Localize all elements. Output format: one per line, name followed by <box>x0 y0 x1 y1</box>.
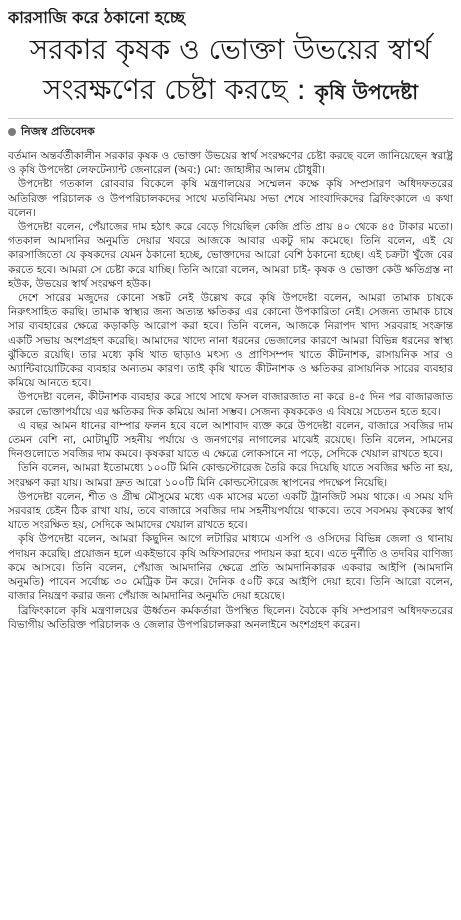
article-body <box>8 149 453 632</box>
paragraph: ব্রিফিংকালে কৃষি মন্ত্রণালয়ের ঊর্ধ্বতন কর্মকর্তারা উপস্থিত ছিলেন। বৈঠকে কৃষি সম্প্রসারণ অধিদফতরের বিভাগীয় অতিরিক্ত পরিচালক ও জেলার উপপরিচালকরা অনলাইনে অংশগ্রহণ করেন। <box>8 604 453 631</box>
byline-text: নিজস্ব প্রতিবেদক <box>21 125 95 138</box>
headline-line-2 <box>8 70 453 112</box>
paragraph: বর্তমান অন্তর্বর্তীকালীন সরকার কৃষক ও ভোক্তা উভয়ের স্বার্থ সংরক্ষণের চেষ্টা করছে বলে জানিয়েছেন স্বরাষ্ট্র ও কৃষি উপদেষ্টা লেফটেন্যান্ট জেনারেল (অব:) মো: জাহাঙ্গীর আলম চৌধুরী। <box>8 150 453 177</box>
kicker-line: কারসাজি করে ঠকানো হচ্ছে <box>8 8 185 27</box>
paragraph: উপদেষ্টা গতকাল রোববার বিকেলে কৃষি মন্ত্রণালয়ের সম্মেলন কক্ষে কৃষি সম্প্রসারণ অধিদফতরের অতিরিক্ত পরিচালক ও উপপরিচালকদের সাথে মতবিনিময় সভা শেষে সাংবাদিকদের ব্রিফিংকালে এ কথা বলেন। <box>8 178 453 219</box>
paragraph: দেশে সারের মজুদের কোনো সঙ্কট নেই উল্লেখ করে কৃষি উপদেষ্টা বলেন, আমরা তামাক চাষকে নিরুৎসাহিত করছি। তামাক স্বাস্থ্যর জন্য অত্যন্ত ক্ষতিকর এর কোনো উপকারিতা নেই। সেজন্য তামাক চাষে সার ব্যবহারের ক্ষেত্রে কড়াকড়ি আরোপ করা হবে। তিনি বলেন, আজকে নিরাপদ খাদ্য সরবরাহ সংক্রান্ত একটি সভায় অংশগ্রহণ করেছি। আমাদের খাদ্যে নানা ধরনের ভেজালের কারণে আমরা বিভিন্ন ধরনের স্বাস্থ্য ঝুঁকিতে রয়েছি। তার মধ্যে কৃষি খাত ছাড়াও মৎস্য ও প্রাণিসম্পদ খাতে কীটনাশক, রাসায়নিক সার ও অ্যান্টিবায়োটিকের ব্যবহার অন্যতম কারণ। তাই কৃষি খাতে কীটনাশক ও ক্ষতিকর রাসায়নিক সারের ব্যবহার কমিয়ে আনতে হবে। <box>8 292 453 390</box>
headline-main-text: সংরক্ষণের চেষ্টা করছে : <box>42 73 306 106</box>
paragraph: এ বছর আমন ধানের বাম্পার ফলন হবে বলে আশাবাদ ব্যক্ত করে উপদেষ্টা বলেন, বাজারে সবজির দাম তেমন বেশি না, মোটামুটি সহনীয় পর্যায়ে ও জনগণের নাগালের মাঝেই রয়েছে। তিনি বলেন, সামনের দিনগুলোতে সবজির দাম কমবে। কৃষকরা যাতে এ ক্ষেত্রে লোকসানে না পড়ে, সেদিকে খেয়াল রাখতে হবে। <box>8 419 453 461</box>
divider <box>8 118 453 119</box>
paragraph: উপদেষ্টা বলেন, শীত ও গ্রীষ্ম মৌসুমের মধ্যে এক মাসের মতো একটি ট্রানজিট সময় থাকে। এ সময় যদি সরবরাহ চেইন ঠিক রাখা যায়, তবে বাজারে সবজির দাম সহনীয়পর্যায়ে থাকবে। তবে সবসময় কৃষকের স্বার্থ যাতে সংরক্ষিত হয়, সেদিকে আমাদের খেয়াল রাখতে হবে। <box>8 490 453 532</box>
bullet-icon <box>8 128 16 136</box>
headline-speaker: কৃষি উপদেষ্টা <box>314 80 419 104</box>
paragraph: কৃষি উপদেষ্টা বলেন, আমরা কিছুদিন আগে লটারির মাধ্যমে এসপি ও ওসিদের বিভিন্ন জেলা ও থানায় পদায়ন করেছি। প্রয়োজন হলে একইভাবে কৃষি অফিসারদের পদায়ন করা হবে। এতে দুর্নীতি ও তদবির বাণিজ্য কমে আসবে। তিনি বলেন, পেঁয়াজ আমদানির ক্ষেত্রে প্রতি আমদানিকারক একবার আইপি (আমদানি অনুমতি) পাবেন সর্বোচ্চ ৩০ মেট্রিক টন করে। দৈনিক ৫০টি করে আইপি দেয়া হবে। তিনি আরো বলেন, বাজার নিয়ন্ত্রণ করার জন্য পেঁয়াজ আমদানির অনুমতি দেয়া হয়েছে। <box>8 533 453 603</box>
headline <box>8 30 453 112</box>
paragraph: উপদেষ্টা বলেন, কীটনাশক ব্যবহার করে সাথে সাথে ফসল বাজারজাত না করে ৪-৫ দিন পর বাজারজাত করলে ভোক্তাপর্যায়ে এর ক্ষতিকর দিক কমিয়ে আনা সম্ভব। সেজন্য কৃষককেও এ বিষয়ে সচেতন হতে হবে। <box>8 391 453 418</box>
paragraph: তিনি বলেন, আমরা ইতোমধ্যে ১০০টি মিনি কোল্ডস্টোরেজ তৈরি করে দিয়েছি যাতে সবজির ক্ষতি না হয়, সংরক্ষণ করা যায়। আমরা দ্রুত আরো ১০০টি মিনি কোল্ডস্টোরেজ স্থাপনের পদক্ষেপ নিয়েছি। <box>8 462 453 489</box>
byline <box>8 125 453 139</box>
headline-line-1: সরকার কৃষক ও ভোক্তা উভয়ের স্বার্থ <box>29 33 432 66</box>
paragraph: উপদেষ্টা বলেন, পেঁয়াজের দাম হঠাৎ করে বেড়ে গিয়েছিল কেজি প্রতি প্রায় ৪০ থেকে ৪৫ টাকার মতো। গতকাল আমদানির অনুমতি দেয়ার খবরে আজকে আবার একটু দাম কমেছে। তিনি বলেন, এই যে কারসাজিতো যে কৃষকদের যেমন ঠকানো হচ্ছে, ভোক্তাদের আরো বেশি ঠকানো হচ্ছে। এই চক্রটা খুঁজে বের করতে হবে। আমরা সে চেষ্টা করে যাচ্ছি। তিনি আরো বলেন, আমরা চাই- কৃষক ও ভোক্তা কেউ ক্ষতিগ্রস্ত না হউক, উভয়ের স্বার্থ সংরক্ষণ হউক। <box>8 221 453 290</box>
